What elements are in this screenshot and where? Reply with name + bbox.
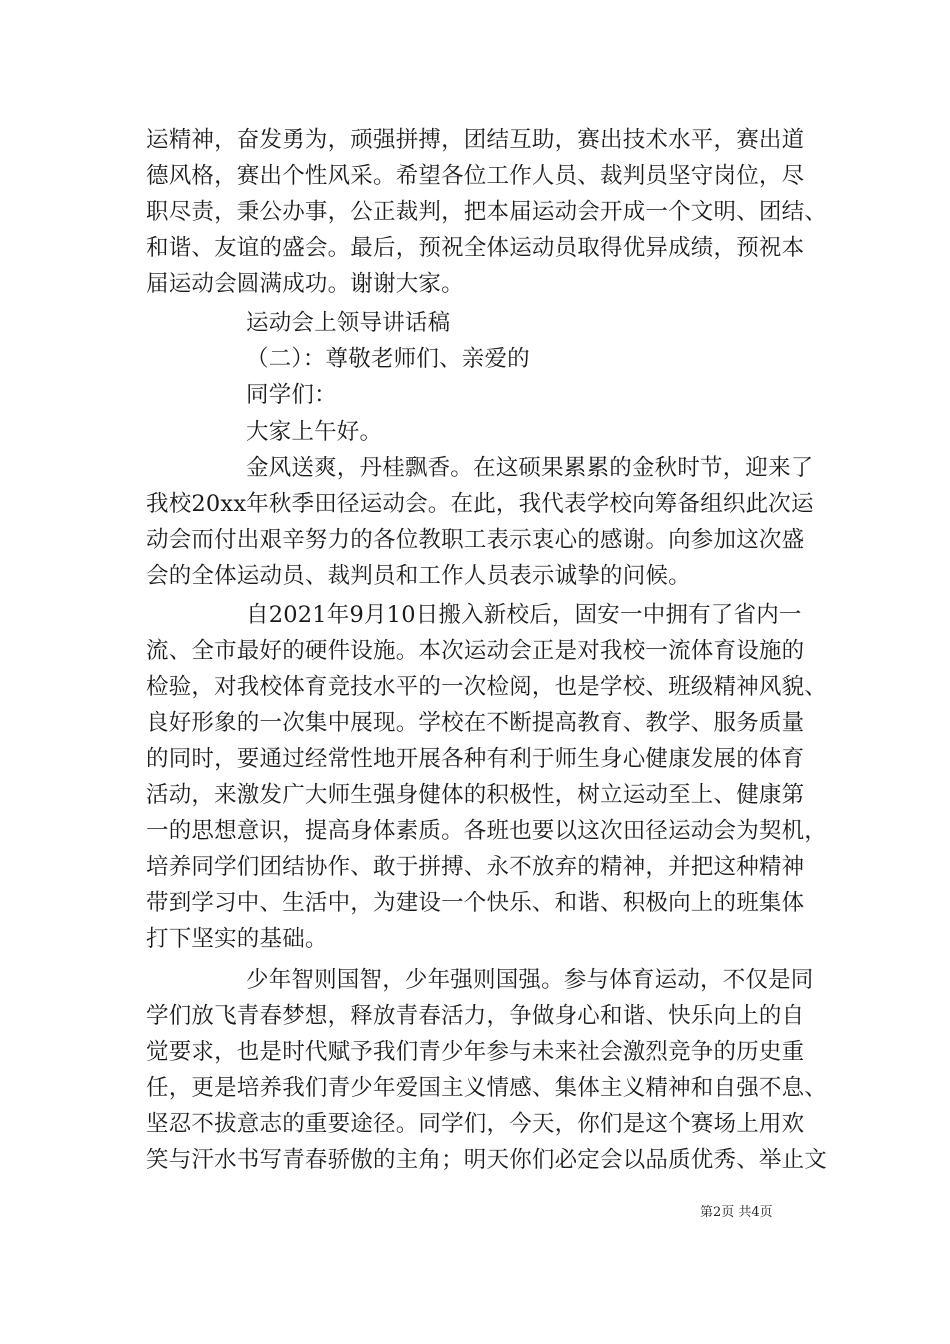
text-line: 活动，来激发广大师生强身健体的积极性，树立运动至上、健康第 — [146, 782, 805, 808]
text-line: 检验，对我校体育竞技水平的一次检阅，也是学校、班级精神风貌、 — [146, 674, 828, 700]
text-line: 运精神，奋发勇为，顽强拼搏，团结互助，赛出技术水平，赛出道 — [146, 127, 805, 153]
text-line: 的同时，要通过经常性地开展各种有利于师生身心健康发展的体育 — [146, 746, 805, 772]
text-line: 会的全体运动员、裁判员和工作人员表示诚挚的问候。 — [146, 563, 691, 589]
text-line: 金风送爽，丹桂飘香。在这硕果累累的金秋时节，迎来了 — [246, 455, 814, 481]
greeting-line: 大家上午好。 — [246, 419, 383, 445]
text-line: 一的思想意识，提高身体素质。各班也要以这次田径运动会为契机， — [146, 818, 828, 844]
text-line: 培养同学们团结协作、敢于拼搏、永不放弃的精神，并把这种精神 — [146, 854, 805, 880]
text-line: 和谐、友谊的盛会。最后，预祝全体运动员取得优异成绩，预祝本 — [146, 235, 805, 261]
text-line: 笑与汗水书写青春骄傲的主角；明天你们必定会以品质优秀、举止文 — [146, 1147, 828, 1173]
page-number-footer: 第2页 共4页 — [700, 1205, 773, 1220]
text-line: 我校20xx年秋季田径运动会。在此，我代表学校向筹备组织此次运 — [146, 491, 814, 517]
text-line: 打下坚实的基础。 — [146, 926, 328, 952]
text-line: 动会而付出艰辛努力的各位教职工表示衷心的感谢。向参加这次盛 — [146, 527, 805, 553]
text-line: 届运动会圆满成功。谢谢大家。 — [146, 271, 464, 297]
text-line: 良好形象的一次集中展现。学校在不断提高教育、教学、服务质量 — [146, 710, 805, 736]
salutation-line: 同学们： — [246, 382, 337, 408]
text-line: 坚忍不拔意志的重要途径。同学们，今天，你们是这个赛场上用欢 — [146, 1111, 805, 1137]
text-line: 任，更是培养我们青少年爱国主义情感、集体主义精神和自强不息、 — [146, 1075, 828, 1101]
text-line: 职尽责，秉公办事，公正裁判，把本届运动会开成一个文明、团结、 — [146, 199, 828, 225]
text-line: 德风格，赛出个性风采。希望各位工作人员、裁判员坚守岗位，尽 — [146, 163, 805, 189]
text-line: 觉要求，也是时代赋予我们青少年参与未来社会激烈竞争的历史重 — [146, 1039, 805, 1065]
text-line: 流、全市最好的硬件设施。本次运动会正是对我校一流体育设施的 — [146, 638, 805, 664]
text-line: 自2021年9月10日搬入新校后，固安一中拥有了省内一 — [246, 602, 802, 628]
section-title: 运动会上领导讲话稿 — [246, 310, 451, 336]
text-line: 学们放飞青春梦想，释放青春活力，争做身心和谐、快乐向上的自 — [146, 1003, 805, 1029]
text-line: 带到学习中、生活中，为建设一个快乐、和谐、积极向上的班集体 — [146, 890, 805, 916]
salutation-line: （二）：尊敬老师们、亲爱的 — [246, 346, 530, 372]
text-line: 少年智则国智，少年强则国强。参与体育运动，不仅是同 — [246, 967, 814, 993]
